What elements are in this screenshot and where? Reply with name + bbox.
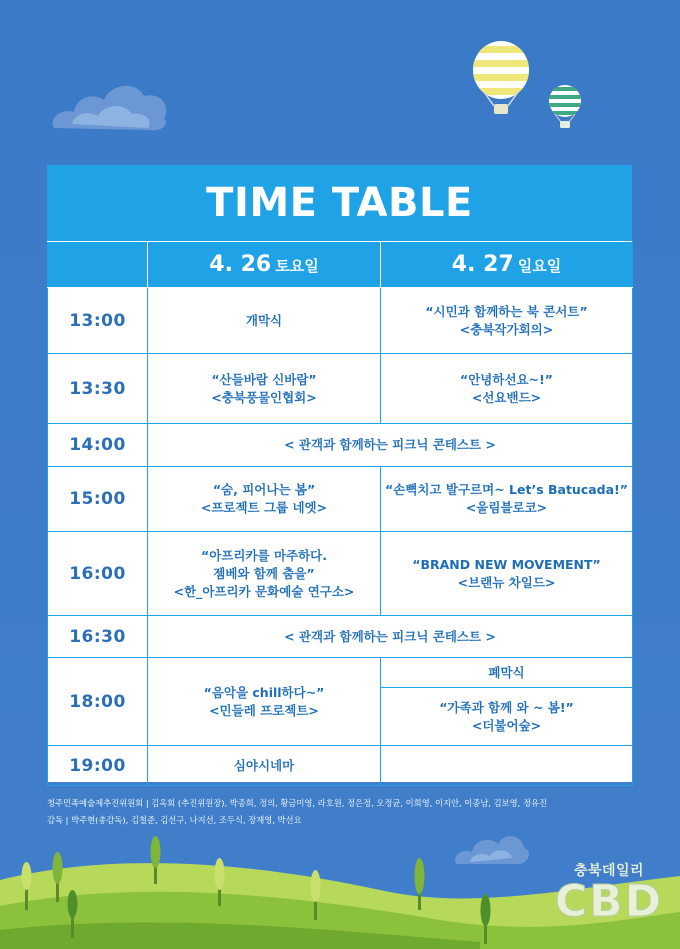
event-cell-sunday: “안녕하선요~!” <선요밴드> [381, 354, 633, 424]
event-cell-sunday: “시민과 함께하는 북 콘서트” <충북작가회의> [381, 288, 633, 354]
table-row [48, 532, 633, 616]
event-cell-saturday: “아프리카를 마주하다. 젬베와 함께 춤을” <한_아프리카 문화예술 연구소> [148, 532, 381, 616]
event-cell-sunday-closing: 폐막식 [381, 658, 633, 688]
event-cell-sunday: “가족과 함께 와 ~ 봄!” <더불어숲> [381, 688, 633, 746]
credits-committee: 청주민족예술제추진위원회 | 김옥회 (추진위원장), 박종희, 정의, 황금미영, 라호원, 정은정, 오정균, 이희영, 이지안, 이종남, 김보영, 정유진 [47, 798, 547, 808]
day-header-sunday: 4. 27 일요일 [381, 242, 633, 288]
time-cell: 15:00 [48, 467, 148, 532]
time-cell: 16:00 [48, 532, 148, 616]
timetable-title: TIME TABLE [47, 165, 632, 241]
table-row [48, 354, 633, 424]
credits-directors: 감독 | 박주현(총감독), 김철준, 김선구, 나지선, 조두식, 장재영, 박선요 [47, 815, 302, 825]
table-row [48, 616, 633, 658]
table-row [48, 288, 633, 354]
timetable-card [47, 165, 632, 782]
time-cell: 13:30 [48, 354, 148, 424]
day-header-saturday: 4. 26 토요일 [148, 242, 381, 288]
hot-air-balloon-green-icon [547, 84, 583, 132]
event-cell-saturday: “음악을 chill하다~” <민들레 프로젝트> [148, 658, 381, 746]
table-row [48, 658, 633, 688]
cloud-left-icon [48, 78, 178, 136]
event-cell-saturday: 심야시네마 [148, 746, 381, 786]
table-row [48, 424, 633, 467]
event-cell-both-days: < 관객과 함께하는 피크닉 콘테스트 > [148, 424, 633, 467]
table-row [48, 467, 633, 532]
cbd-logo: 충북데일리 CBD [554, 863, 664, 927]
hot-air-balloon-yellow-icon [470, 40, 532, 122]
event-cell-sunday [381, 746, 633, 786]
event-cell-saturday: “산들바람 신바람” <충북풍물인협회> [148, 354, 381, 424]
event-cell-both-days: < 관객과 함께하는 피크닉 콘테스트 > [148, 616, 633, 658]
time-cell: 18:00 [48, 658, 148, 746]
time-cell: 16:30 [48, 616, 148, 658]
time-cell: 19:00 [48, 746, 148, 786]
time-column-header [48, 242, 148, 288]
event-cell-sunday: “손뼉치고 발구르며~ Let’s Batucada!” <울림블로코> [381, 467, 633, 532]
table-header-row [48, 242, 633, 288]
time-cell: 14:00 [48, 424, 148, 467]
timetable [47, 241, 633, 786]
event-cell-sunday: “BRAND NEW MOVEMENT” <브랜뉴 차일드> [381, 532, 633, 616]
table-row [48, 746, 633, 786]
event-cell-saturday: “숨, 피어나는 봄” <프로젝트 그룹 네엣> [148, 467, 381, 532]
time-cell: 13:00 [48, 288, 148, 354]
event-cell-saturday: 개막식 [148, 288, 381, 354]
